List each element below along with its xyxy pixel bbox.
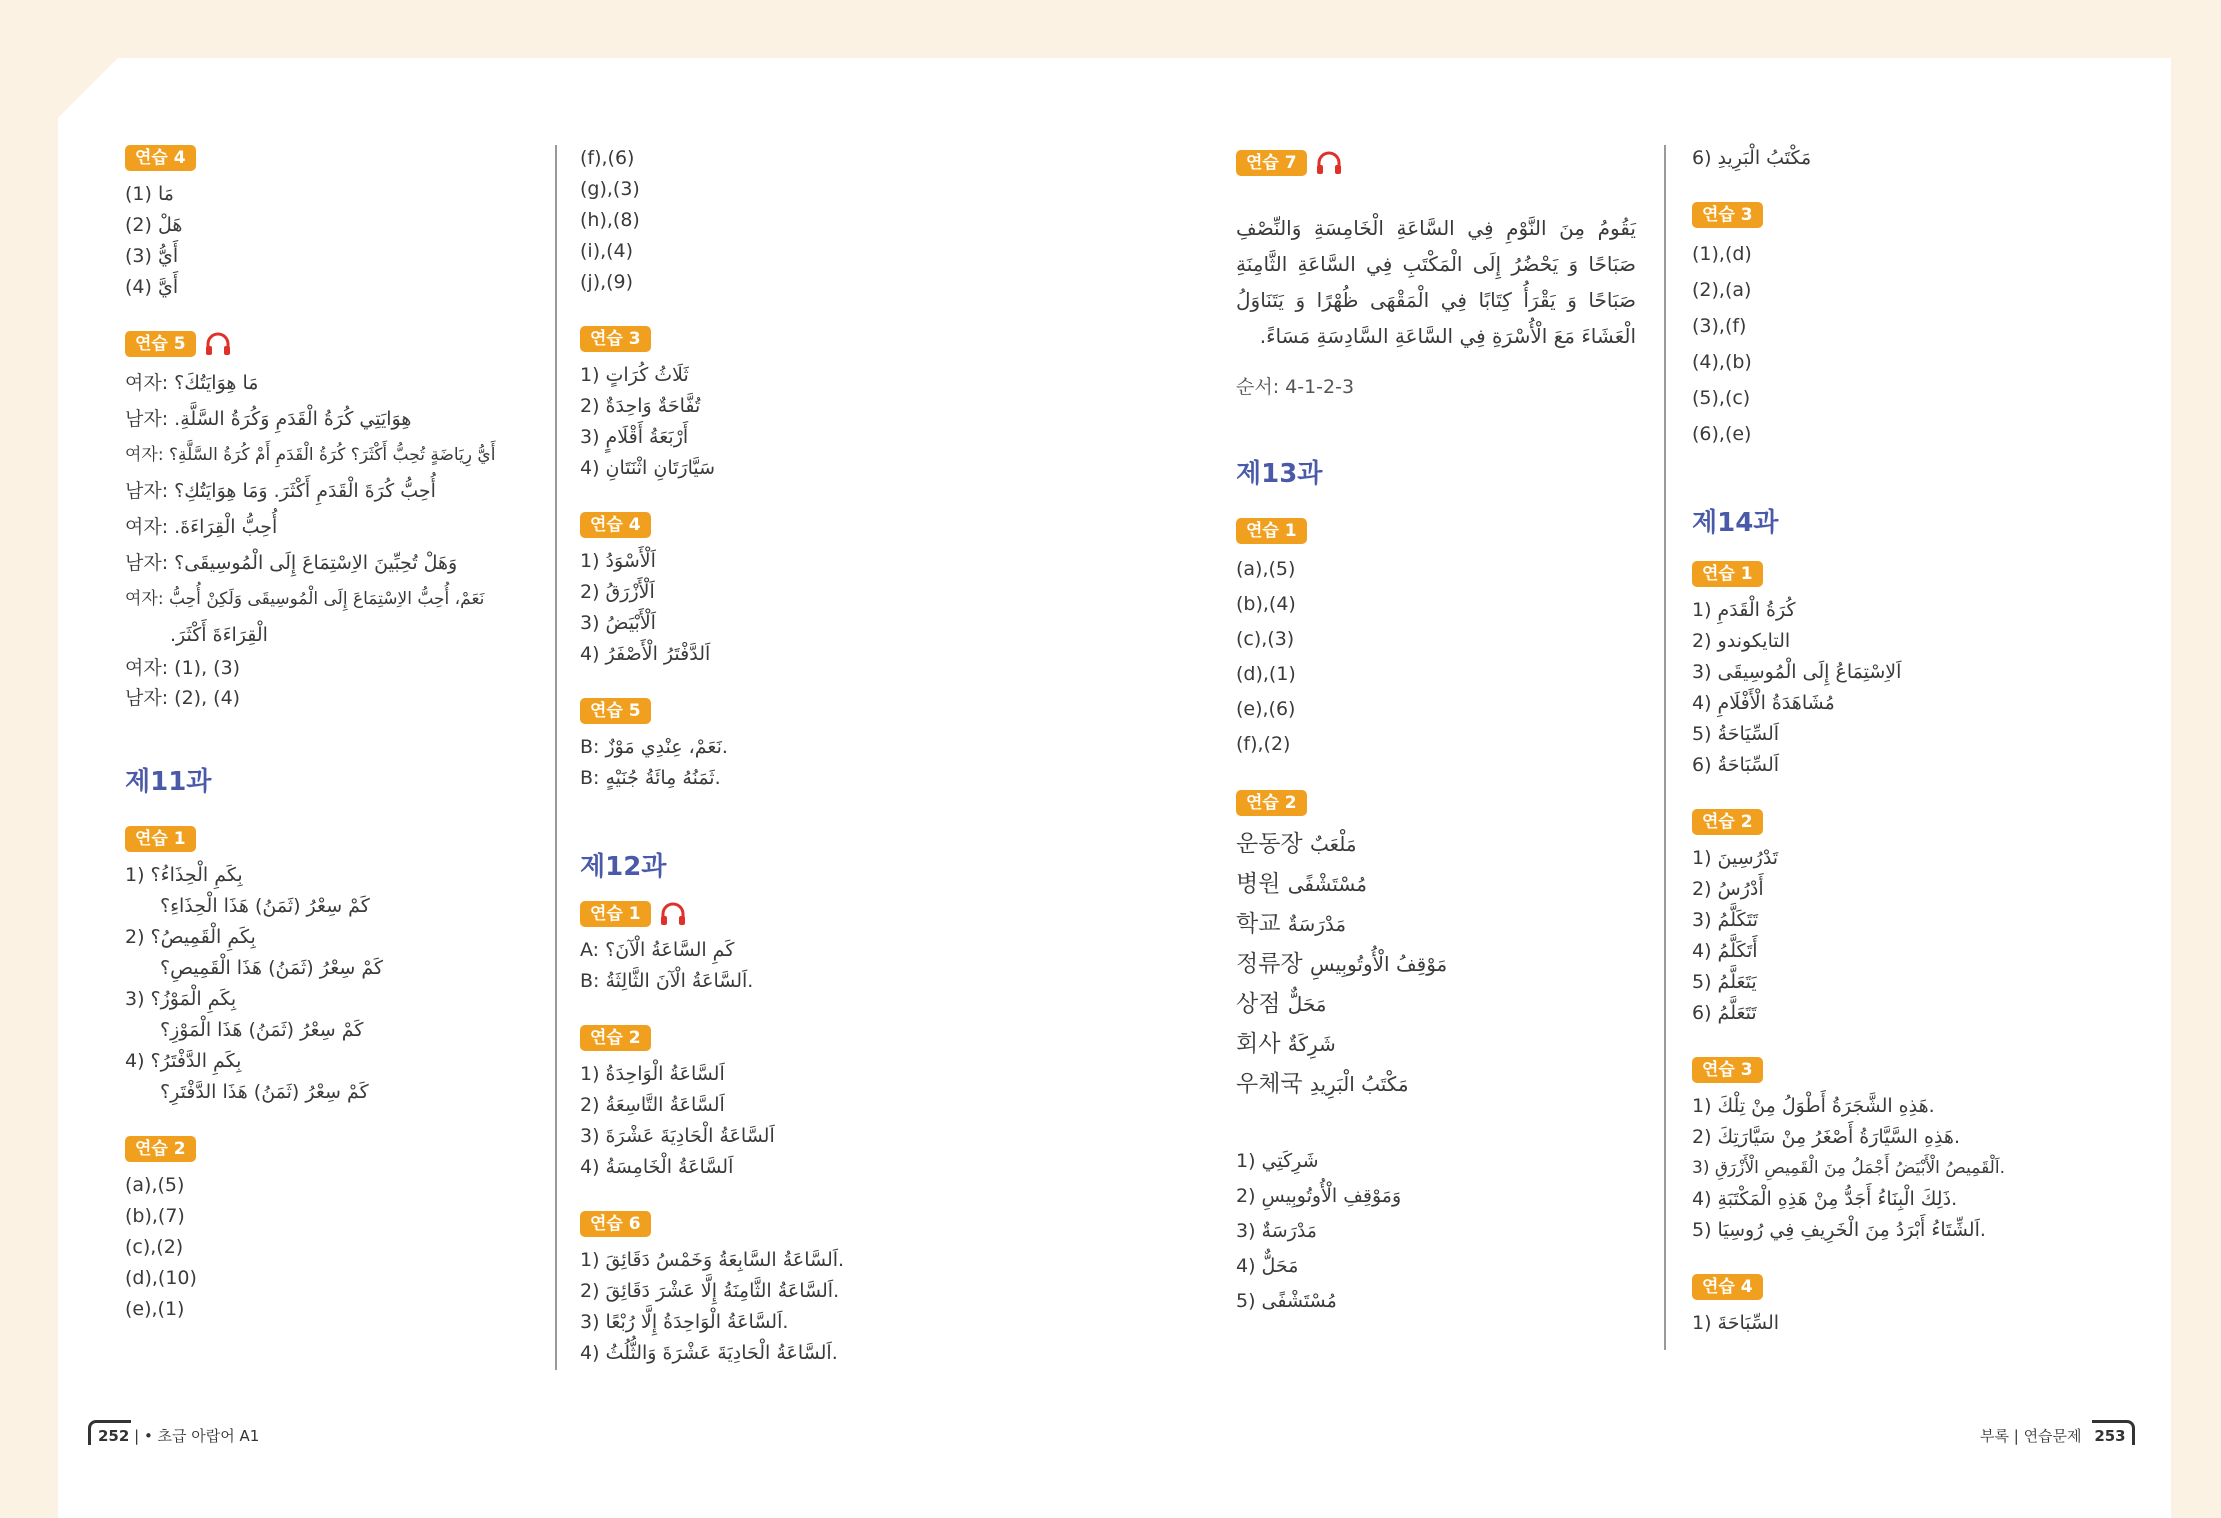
vocab-pair: 학교 مَدْرَسَةٌ [1236,911,1347,937]
answer-line: 5) مُسْتَشْفًى [1236,1290,1337,1312]
order-answer: 순서: 4-1-2-3 [1236,376,1355,398]
answer-line: (4),(b) [1692,351,1752,373]
answer-line: 3) تَتَكَلَّمُ [1692,909,1758,931]
answer-line: 2) تُفَّاحَةٌ وَاحِدَةٌ [580,395,701,417]
answer-line: 1) شَرِكَتِي [1236,1150,1319,1172]
vocab-pair: 병원 مُسْتَشْفًى [1236,871,1367,897]
answer-line: 2) اَلسَّاعَةُ الثَّامِنَةُ إِلَّا عَشْرَ دَقَائِقَ. [580,1280,840,1302]
answer-line: (1) مَا [125,183,174,205]
footer-left [98,1425,259,1446]
answer-line: (3) أَيُّ [125,245,179,267]
dialogue-line: 여자: (1), (3) [125,657,241,679]
answer-line: (b),(7) [125,1205,185,1227]
answer-line: (3),(f) [1692,315,1747,337]
answer-line: 3) اَلسَّاعَةُ الْحَادِيَةَ عَشْرَةَ [580,1125,775,1147]
exercise-badge: 연습 1 [125,826,196,852]
answer-line: B: نَعَمْ، عِنْدِي مَوْزٌ. [580,736,728,758]
answer-line: 1) اَلسَّاعَةُ الْوَاحِدَةُ [580,1063,725,1085]
column-4 [1692,143,2112,1367]
answer-line: 3) اَلْقَمِيصُ الْأَبْيَضُ أَجْمَلُ مِنَ الْقَمِيصِ الْأَزْرَقِ. [1692,1158,2005,1178]
exercise-badge: 연습 2 [125,1136,196,1162]
answer-line: 1) بِكَمِ الْحِذَاءُ؟ [125,864,243,886]
answer-line: (4) أَيَّ [125,276,179,298]
answer-line: 5) اَلشِّتَاءُ أَبْرَدُ مِنَ الْخَرِيفِ فِي رُوسِيَا. [1692,1219,1986,1241]
footer-right [1980,1425,2126,1446]
answer-line: 3) بِكَمِ الْمَوْزُ؟ [125,988,237,1010]
exercise-badge: 연습 1 [1692,561,1763,587]
answer-line: 1) السِّبَاحَةَ [1692,1312,1780,1334]
exercise-badge: 연습 2 [1236,790,1307,816]
lesson-title: 제13과 [1236,459,1323,489]
answer-line: 3) اَلْأَبْيَضُ [580,612,656,634]
page-number: 252 [98,1427,130,1445]
dialogue-line: 여자: مَا هِوَايَتُكَ؟ [125,372,259,394]
answer-line: (b),(4) [1236,593,1296,615]
answer-line: 4) أَتَكَلَّمُ [1692,940,1758,962]
vocab-pair: 우체국 مَكْتَبُ الْبَرِيدِ [1236,1071,1409,1097]
dialogue-line: 여자: نَعَمْ، أُحِبُّ الاِسْتِمَاعَ إِلَى الْمُوسِيقَى وَلَكِنْ أُحِبُّ [125,589,485,609]
answer-line: (a),(5) [125,1174,185,1196]
answer-line: (a),(5) [1236,558,1296,580]
lesson-title: 제12과 [580,852,667,882]
exercise-badge: 연습 4 [125,145,196,171]
footer-separator: | [134,1427,140,1445]
answer-line: (i),(4) [580,240,634,262]
exercise-badge: 연습 2 [1692,809,1763,835]
answer-line: 2) اَلْأَزْرَقُ [580,581,655,603]
headphones-icon [659,901,687,927]
dialogue-line: 여자: أَيُّ رِيَاضَةٍ تُحِبُّ أَكْثَرَ؟ كُرَةُ الْقَدَمِ أَمْ كُرَةُ السَّلَّةِ؟ [125,445,496,465]
answer-line: (g),(3) [580,178,640,200]
answer-line: 2) وَمَوْقِفِ الْأُوتُوبِيسِ [1236,1185,1402,1207]
answer-line: (6),(e) [1692,423,1752,445]
answer-line: 3) اَلاِسْتِمَاعُ إِلَى الْمُوسِيقَى [1692,661,1902,683]
answer-line: B: ثَمَنُهُ مِائَةُ جُنَيْهٍ. [580,767,721,789]
exercise-badge: 연습 2 [580,1025,651,1051]
exercise-badge: 연습 4 [580,512,651,538]
answer-line: (d),(10) [125,1267,197,1289]
answer-line: 4) مَحَلٌّ [1236,1255,1299,1277]
answer-line: (1),(d) [1692,243,1752,265]
answer-line: (c),(2) [125,1236,184,1258]
answer-line: (h),(8) [580,209,640,231]
exercise-badge: 연습 6 [580,1211,651,1237]
answer-line: 6) تَتَعَلَّمُ [1692,1002,1757,1024]
page-number: 253 [2094,1427,2126,1445]
answer-line: 5) اَلسِّيَاحَةُ [1692,723,1780,745]
headphones-icon [1315,150,1343,176]
answer-line: 4) سَيَّارَتَانِ اثْنَتَانِ [580,457,716,479]
dialogue-line: 남자: وَهَلْ تُحِبِّينَ الاِسْتِمَاعَ إِلَى الْمُوسِيقَى؟ [125,552,458,574]
answer-line: 2) بِكَمِ الْقَمِيصُ؟ [125,926,256,948]
exercise-badge: 연습 7 [1236,150,1307,176]
answer-line: B: اَلسَّاعَةُ الْآنَ الثَّالِثَةُ. [580,970,754,992]
column-3 [1236,150,1656,1347]
answer-line: 4) بِكَمِ الدَّفْتَرُ؟ [125,1050,242,1072]
answer-line: 3) أَرْبَعَةُ أَقْلَامٍ [580,426,689,448]
dialogue-line: 여자: أُحِبُّ الْقِرَاءَةَ. [125,516,278,538]
dialogue-line: 남자: أُحِبُّ كُرَةَ الْقَدَمِ أَكْثَرَ. وَمَا هِوَايَتُكِ؟ [125,480,436,502]
book-title: • 초급 아랍어 A1 [143,1427,260,1445]
answer-line: كَمْ سِعْرُ (ثَمَنُ) هَذَا الْمَوْزِ؟ [160,1019,364,1041]
column-divider-left [555,145,557,1370]
answer-line: 5) يَتَعَلَّمُ [1692,971,1757,993]
answer-line: 1) اَلسَّاعَةُ السَّابِعَةُ وَخَمْسُ دَقَائِقَ. [580,1249,845,1271]
answer-line: 2) أَدْرُسُ [1692,878,1764,900]
column-2 [580,143,980,1397]
answer-line: 3) مَدْرَسَةٌ [1236,1220,1317,1242]
exercise-badge: 연습 5 [125,331,196,357]
answer-line: كَمْ سِعْرُ (ثَمَنُ) هَذَا الدَّفْتَرِ؟ [160,1081,369,1103]
answer-line: 2) اَلسَّاعَةُ التَّاسِعَةُ [580,1094,725,1116]
vocab-pair: 회사 شَرِكَةٌ [1236,1031,1336,1057]
answer-line: (j),(9) [580,271,634,293]
exercise-badge: 연습 1 [580,901,651,927]
answer-line: (e),(1) [125,1298,185,1320]
answer-line: 1) تَدْرُسِينَ [1692,847,1779,869]
exercise-badge: 연습 3 [1692,202,1763,228]
paragraph: يَقُومُ مِنَ النَّوْمِ فِي السَّاعَةِ الْخَامِسَةِ وَالنِّصْفِ صَبَاحًا وَ يَحْضُرُ إِلَى الْمَكْتَبِ فِي السَّاعَةِ الثَّامِنَةِ صَبَاحًا وَ يَقْرَأُ كِتَابًا فِي الْمَقْهَى ظُهْرًا وَ يَتَنَاوَلُ الْعَشَاءَ مَعَ الْأُسْرَةِ فِي السَّاعَةِ السَّادِسَةِ مَسَاءً. [1236,216,1636,348]
answer-line: 1) هَذِهِ الشَّجَرَةُ أَطْوَلُ مِنْ تِلْكَ. [1692,1095,1935,1117]
column-1 [125,145,535,1353]
answer-line: 6) مَكْتَبُ الْبَرِيدِ [1692,147,1812,169]
answer-line: (c),(3) [1236,628,1295,650]
dialogue-line: 남자: (2), (4) [125,687,241,709]
vocab-pair: 정류장 مَوْقِفُ الْأُوتُوبِيسِ [1236,951,1448,977]
vocab-pair: 상점 مَحَلٌّ [1236,991,1327,1017]
dialogue-line: الْقِرَاءَةَ أَكْثَرَ. [170,624,268,646]
answer-line: 4) مُشَاهَدَةُ الْأَفْلَامِ [1692,692,1835,714]
answer-line: كَمْ سِعْرُ (ثَمَنُ) هَذَا الْقَمِيصِ؟ [160,957,384,979]
answer-line: (2),(a) [1692,279,1752,301]
answer-line: (d),(1) [1236,663,1296,685]
answer-line: 3) اَلسَّاعَةُ الْوَاحِدَةُ إِلَّا رُبْعًا. [580,1311,789,1333]
answer-line: (f),(6) [580,147,635,169]
answer-line: 1) اَلْأَسْوَدُ [580,550,656,572]
exercise-badge: 연습 5 [580,698,651,724]
answer-line: 1) كُرَةُ الْقَدَمِ [1692,599,1796,621]
answer-line: 4) اَلدَّفْتَرُ الْأَصْفَرُ [580,643,711,665]
answer-line: (e),(6) [1236,698,1296,720]
answer-line: (f),(2) [1236,733,1291,755]
lesson-title: 제11과 [125,767,212,797]
answer-line: 2) التايكوندو [1692,630,1791,652]
answer-line: 4) ذَلِكَ الْبِنَاءُ أَجَدُّ مِنْ هَذِهِ الْمَكْتَبَةِ. [1692,1188,1958,1210]
exercise-badge: 연습 1 [1236,518,1307,544]
vocab-pair: 운동장 مَلْعَبٌ [1236,831,1357,857]
headphones-icon [204,331,232,357]
answer-line: (2) هَلْ [125,214,183,236]
exercise-badge: 연습 3 [580,326,651,352]
answer-line: 2) هَذِهِ السَّيَّارَةُ أَصْغَرُ مِنْ سَيَّارَتِكَ. [1692,1126,1960,1148]
answer-line: 4) اَلسَّاعَةُ الْحَادِيَةَ عَشْرَةَ وَالثُّلُثُ. [580,1342,838,1364]
answer-line: 4) اَلسَّاعَةُ الْخَامِسَةُ [580,1156,734,1178]
answer-line: A: كَمِ السَّاعَةُ الْآنَ؟ [580,939,735,961]
answer-line: (5),(c) [1692,387,1751,409]
column-divider-right [1664,145,1666,1350]
answer-line: 6) اَلسِّبَاحَةُ [1692,754,1780,776]
exercise-badge: 연습 4 [1692,1274,1763,1300]
section-title: 부록 | 연습문제 [1980,1427,2082,1445]
answer-line: كَمْ سِعْرُ (ثَمَنُ) هَذَا الْحِذَاءِ؟ [160,895,370,917]
answer-line: 1) ثَلَاثُ كُرَاتٍ [580,364,689,386]
lesson-title: 제14과 [1692,508,1779,538]
exercise-badge: 연습 3 [1692,1057,1763,1083]
dialogue-line: 남자: هِوَايَتِي كُرَةُ الْقَدَمِ وَكُرَةُ السَّلَّةِ. [125,408,412,430]
